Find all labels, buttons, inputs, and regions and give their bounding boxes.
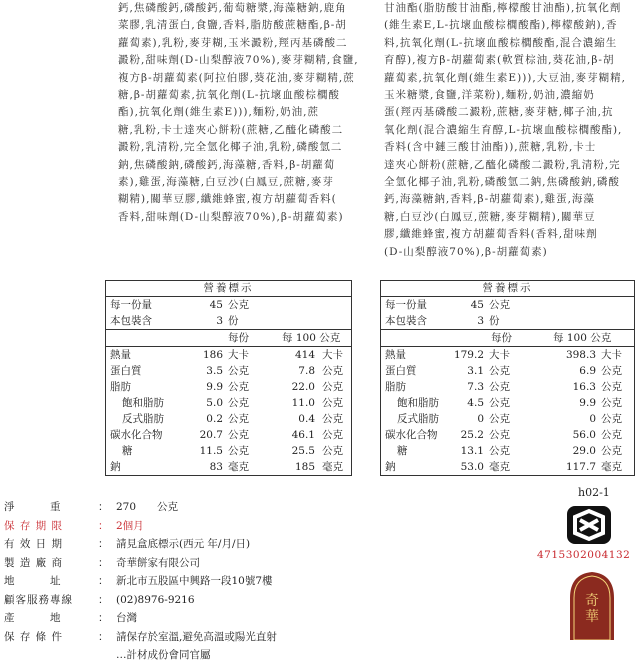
per-serving-unit: 毫克 [228,461,249,473]
per-100g-value: 46.1 [291,429,315,441]
ingredient-line: 素),雞蛋,海藻糖,白豆沙(白鳳豆,蔗糖,麥芽 [118,176,334,189]
product-info-value: 請見盒底標示(西元 年/月/日) [116,538,251,550]
nutrient-name: 脂肪 [110,381,131,393]
per-100g-value: 9.9 [579,397,596,409]
ingredient-line: 膠,纖維蜂蜜,複方胡蘿蔔香料(香料,甜味劑 [384,228,598,241]
per-100g-value: 25.5 [291,445,315,457]
per-serving-unit: 公克 [489,381,510,393]
per-100g-unit: 公克 [322,397,343,409]
product-info-colon: ： [98,593,109,606]
ingredient-line: 蘿蔔素,抗氧化劑(維生素E))),大豆油,麥芽糊精, [384,71,626,84]
nutrient-name: 熱量 [110,349,131,361]
ingredient-line: 香料,甜味劑(D-山梨醇液70%),β-胡蘿蔔素) [118,210,344,223]
product-info-value: 2個月 [116,519,144,532]
product-info-label: 製 造 廠 商 [4,556,64,569]
nutrient-name: 反式脂肪 [122,413,164,425]
servings-label: 本包裝含 [110,315,152,327]
per-100g-unit: 公克 [322,429,343,441]
per-serving-unit: 公克 [228,445,249,457]
per-100g-value: 6.9 [579,365,596,377]
ingredient-line: 糖,白豆沙(白鳳豆,蔗糖,麥芽糊精),關華豆 [384,210,596,223]
ingredient-line: 菜膠,乳清蛋白,食鹽,香料,脂肪酸蔗糖酯,β-胡 [118,19,347,32]
per-100g-value: 11.0 [291,397,315,409]
product-info-colon: ： [98,556,109,569]
ingredient-line: 甘油酯(脂肪酸甘油酯,檸檬酸甘油酯),抗氧化劑 [384,2,622,14]
per-100g-value: 29.0 [572,445,596,457]
per-100g-unit: 公克 [601,365,622,377]
nutrient-name: 反式脂肪 [397,413,439,425]
nutrient-row [106,427,351,443]
per-100g-unit: 公克 [322,413,343,425]
serving-size-label: 每一份量 [385,299,427,311]
per-100g-unit: 公克 [601,397,622,409]
product-info-value: 270 公克 [116,501,179,513]
per-serving-unit: 公克 [228,397,249,409]
recycle-icon [566,505,612,545]
nutrient-row [106,443,351,459]
col-per-100g: 每 100 公克 [282,332,341,344]
per-serving-unit: 公克 [489,365,510,377]
nutrient-row [381,395,634,411]
nutrient-name: 糖 [397,445,408,457]
nutrient-row [381,363,634,379]
column-header-row [106,330,351,347]
per-serving-value: 186 [202,349,223,361]
per-serving-value: 0.2 [206,413,223,425]
nutrient-name: 鈉 [385,461,396,473]
logo-text-top: 奇 [585,593,599,609]
ingredient-line: 複方β-胡蘿蔔素(阿拉伯膠,葵花油,麥芽糊精,蔗 [118,71,355,84]
per-serving-value: 20.7 [199,429,223,441]
ingredient-line: 澱粉,甜味劑(D-山梨醇液70%),麥芽糊精,食鹽, [118,54,359,67]
product-info-colon: ： [98,519,109,532]
product-info-label: 保 存 條 件 [4,630,64,643]
col-per-serving: 每份 [228,332,249,344]
ingredient-line: 鈉,焦磷酸鈉,磷酸鈣,海藻糖,香料,β-胡蘿蔔 [118,158,336,171]
serving-size-value: 45 [470,299,484,311]
nutrient-row [106,379,351,395]
per-100g-value: 414 [294,349,315,361]
product-info-label: 產 地 [4,612,62,624]
ingredient-line: 玉米糖漿,食鹽,洋菜粉),麵粉,奶油,濃縮奶 [384,89,595,102]
serving-size-value: 45 [209,299,223,311]
ingredient-line: 達夾心餅粉(蔗糖,乙醯化磷酸二澱粉,乳清粉,完 [384,158,621,171]
per-100g-value: 117.7 [565,461,596,473]
nutrient-name: 碳水化合物 [110,429,163,441]
product-info-label: 淨 重 [4,501,62,513]
product-info-colon: ： [98,612,109,624]
per-100g-unit: 毫克 [322,461,343,473]
nutrition-title: 營養標示 [381,281,634,297]
per-100g-unit: 公克 [601,429,622,441]
servings-value: 3 [477,315,484,327]
ingredient-line: 澱粉,乳清粉,完全氫化椰子油,乳粉,磷酸氫二 [118,141,343,154]
product-code: h02-1 [578,486,610,499]
product-info-value: 新北市五股區中興路一段10號7樓 [116,575,273,587]
ingredient-line: 全氫化椰子油,乳粉,磷酸氫二鈉,焦磷酸鈉,磷酸 [384,176,620,189]
per-100g-unit: 大卡 [322,349,343,361]
product-info-colon: ： [98,575,109,587]
nutrient-name: 糖 [122,445,133,457]
servings-unit: 份 [489,315,500,327]
per-serving-unit: 公克 [489,429,510,441]
ingredient-line: 料,抗氧化劑(L-抗壞血酸棕櫚酸酯,混合濃縮生 [384,36,618,49]
per-serving-value: 83 [209,461,223,473]
serving-size-row [106,297,351,313]
per-serving-unit: 公克 [489,445,510,457]
product-info-value: 請保存於室溫,避免高溫或陽光直射 [116,630,277,643]
per-serving-unit: 公克 [228,365,249,377]
nutrient-name: 飽和脂肪 [122,397,164,409]
logo-text-bottom: 華 [585,609,599,625]
product-info-label: 有 效 日 期 [4,538,64,550]
ingredient-line: 糖,乳粉,卡士達夾心餅粉(蔗糖,乙醯化磷酸二 [118,123,344,136]
nutrient-row [106,363,351,379]
nutrition-table-left [105,280,352,476]
per-serving-value: 11.5 [199,445,223,457]
serving-size-row [381,297,634,313]
ingredient-line: 氧化劑(混合濃縮生育醇,L-抗壞血酸棕櫚酸酯), [384,123,623,136]
per-serving-value: 0 [477,413,484,425]
brand-logo [566,568,618,644]
nutrient-name: 熱量 [385,349,406,361]
per-serving-value: 3.1 [467,365,484,377]
nutrient-row [381,347,634,363]
per-serving-value: 7.3 [467,381,484,393]
nutrition-title: 營養標示 [106,281,351,297]
product-info-colon: ： [98,538,109,550]
nutrient-row [381,459,634,475]
per-100g-unit: 公克 [601,413,622,425]
product-info-value: 台灣 [116,612,137,624]
per-serving-unit: 大卡 [489,349,510,361]
per-100g-unit: 大卡 [601,349,622,361]
per-serving-value: 53.0 [460,461,484,473]
per-100g-value: 56.0 [572,429,596,441]
per-serving-unit: 公克 [489,397,510,409]
col-per-serving: 每份 [491,332,512,344]
per-100g-value: 185 [294,461,315,473]
ingredients-right [384,0,632,261]
per-serving-value: 179.2 [453,349,484,361]
per-serving-value: 13.1 [460,445,484,457]
per-serving-unit: 公克 [228,413,249,425]
product-info-value: …計材成份會同官屬 [116,649,211,661]
column-header-row [381,330,634,347]
ingredient-line: 酯),抗氧化劑(維生素E))),麵粉,奶油,蔗 [118,106,319,119]
ingredients-left [118,0,370,226]
ingredient-line: 糖,β-胡蘿蔔素,抗氧化劑(L-抗壞血酸棕櫚酸 [118,89,340,102]
serving-size-unit: 公克 [489,299,510,311]
per-100g-unit: 公克 [601,445,622,457]
product-info-value: (02)8976-9216 [116,593,195,606]
servings-value: 3 [216,315,223,327]
ingredient-line: 鈣,焦磷酸鈣,磷酸鈣,葡萄糖漿,海藻糖鈉,鹿角 [118,2,347,14]
serving-size-unit: 公克 [228,299,249,311]
nutrient-name: 蛋白質 [110,365,142,377]
per-100g-value: 22.0 [291,381,315,393]
per-100g-unit: 公克 [322,365,343,377]
ingredient-line: 香料(含中鏈三酸甘油酯)),蔗糖,乳粉,卡士 [384,141,597,154]
per-serving-value: 25.2 [460,429,484,441]
nutrition-table-right [380,280,635,476]
nutrient-row [106,347,351,363]
nutrient-name: 脂肪 [385,381,406,393]
ingredient-line: 糊精),關華豆膠,纖維蜂蜜,複方胡蘿蔔香料( [118,193,337,206]
nutrient-row [106,411,351,427]
per-100g-value: 7.8 [298,365,315,377]
product-info-value: 奇華餅家有限公司 [116,556,200,569]
ingredient-line: 鈣,海藻糖鈉,香料,β-胡蘿蔔素),雞蛋,海藻 [384,193,595,206]
serving-size-label: 每一份量 [110,299,152,311]
servings-unit: 份 [228,315,239,327]
nutrient-row [106,459,351,475]
nutrient-row [381,411,634,427]
per-100g-value: 16.3 [572,381,596,393]
nutrient-row [381,443,634,459]
per-serving-value: 5.0 [206,397,223,409]
per-serving-unit: 公克 [489,413,510,425]
barcode-number: 4715302004132 [537,549,631,561]
per-serving-value: 9.9 [206,381,223,393]
col-per-100g: 每 100 公克 [553,332,612,344]
product-info-colon: ： [98,501,109,513]
per-serving-unit: 公克 [228,429,249,441]
per-100g-unit: 公克 [601,381,622,393]
nutrient-name: 飽和脂肪 [397,397,439,409]
product-info-label: 地 址 [4,575,62,587]
nutrient-name: 碳水化合物 [385,429,438,441]
product-info-label: 顧客服務專線 [4,593,73,606]
servings-label: 本包裝含 [385,315,427,327]
nutrient-name: 蛋白質 [385,365,417,377]
ingredient-line: 育醇),複方β-胡蘿蔔素(軟質棕油,葵花油,β-胡 [384,54,615,67]
per-serving-value: 4.5 [467,397,484,409]
per-100g-value: 0 [589,413,596,425]
nutrient-row [381,427,634,443]
product-info-colon: ： [98,630,109,643]
servings-row [106,313,351,330]
nutrient-name: 鈉 [110,461,121,473]
servings-row [381,313,634,330]
nutrient-row [106,395,351,411]
product-info-label: 保 存 期 限 [4,519,64,532]
ingredient-line: 蘿蔔素),乳粉,麥芽糊,玉米澱粉,羥丙基磷酸二 [118,36,348,49]
per-100g-unit: 公克 [322,381,343,393]
nutrient-row [381,379,634,395]
per-100g-value: 398.3 [565,349,596,361]
per-100g-value: 0.4 [298,413,315,425]
ingredient-line: (D-山梨醇液70%),β-胡蘿蔔素) [384,245,548,258]
per-100g-unit: 公克 [322,445,343,457]
per-serving-unit: 毫克 [489,461,510,473]
ingredient-line: (維生素E,L-抗壞血酸棕櫚酸酯),檸檬酸鈉),香 [384,19,618,32]
per-serving-unit: 大卡 [228,349,249,361]
per-serving-value: 3.5 [206,365,223,377]
per-serving-unit: 公克 [228,381,249,393]
ingredient-line: 蛋(羥丙基磷酸二澱粉,蔗糖,麥芽糖,椰子油,抗 [384,106,614,119]
per-100g-unit: 毫克 [601,461,622,473]
